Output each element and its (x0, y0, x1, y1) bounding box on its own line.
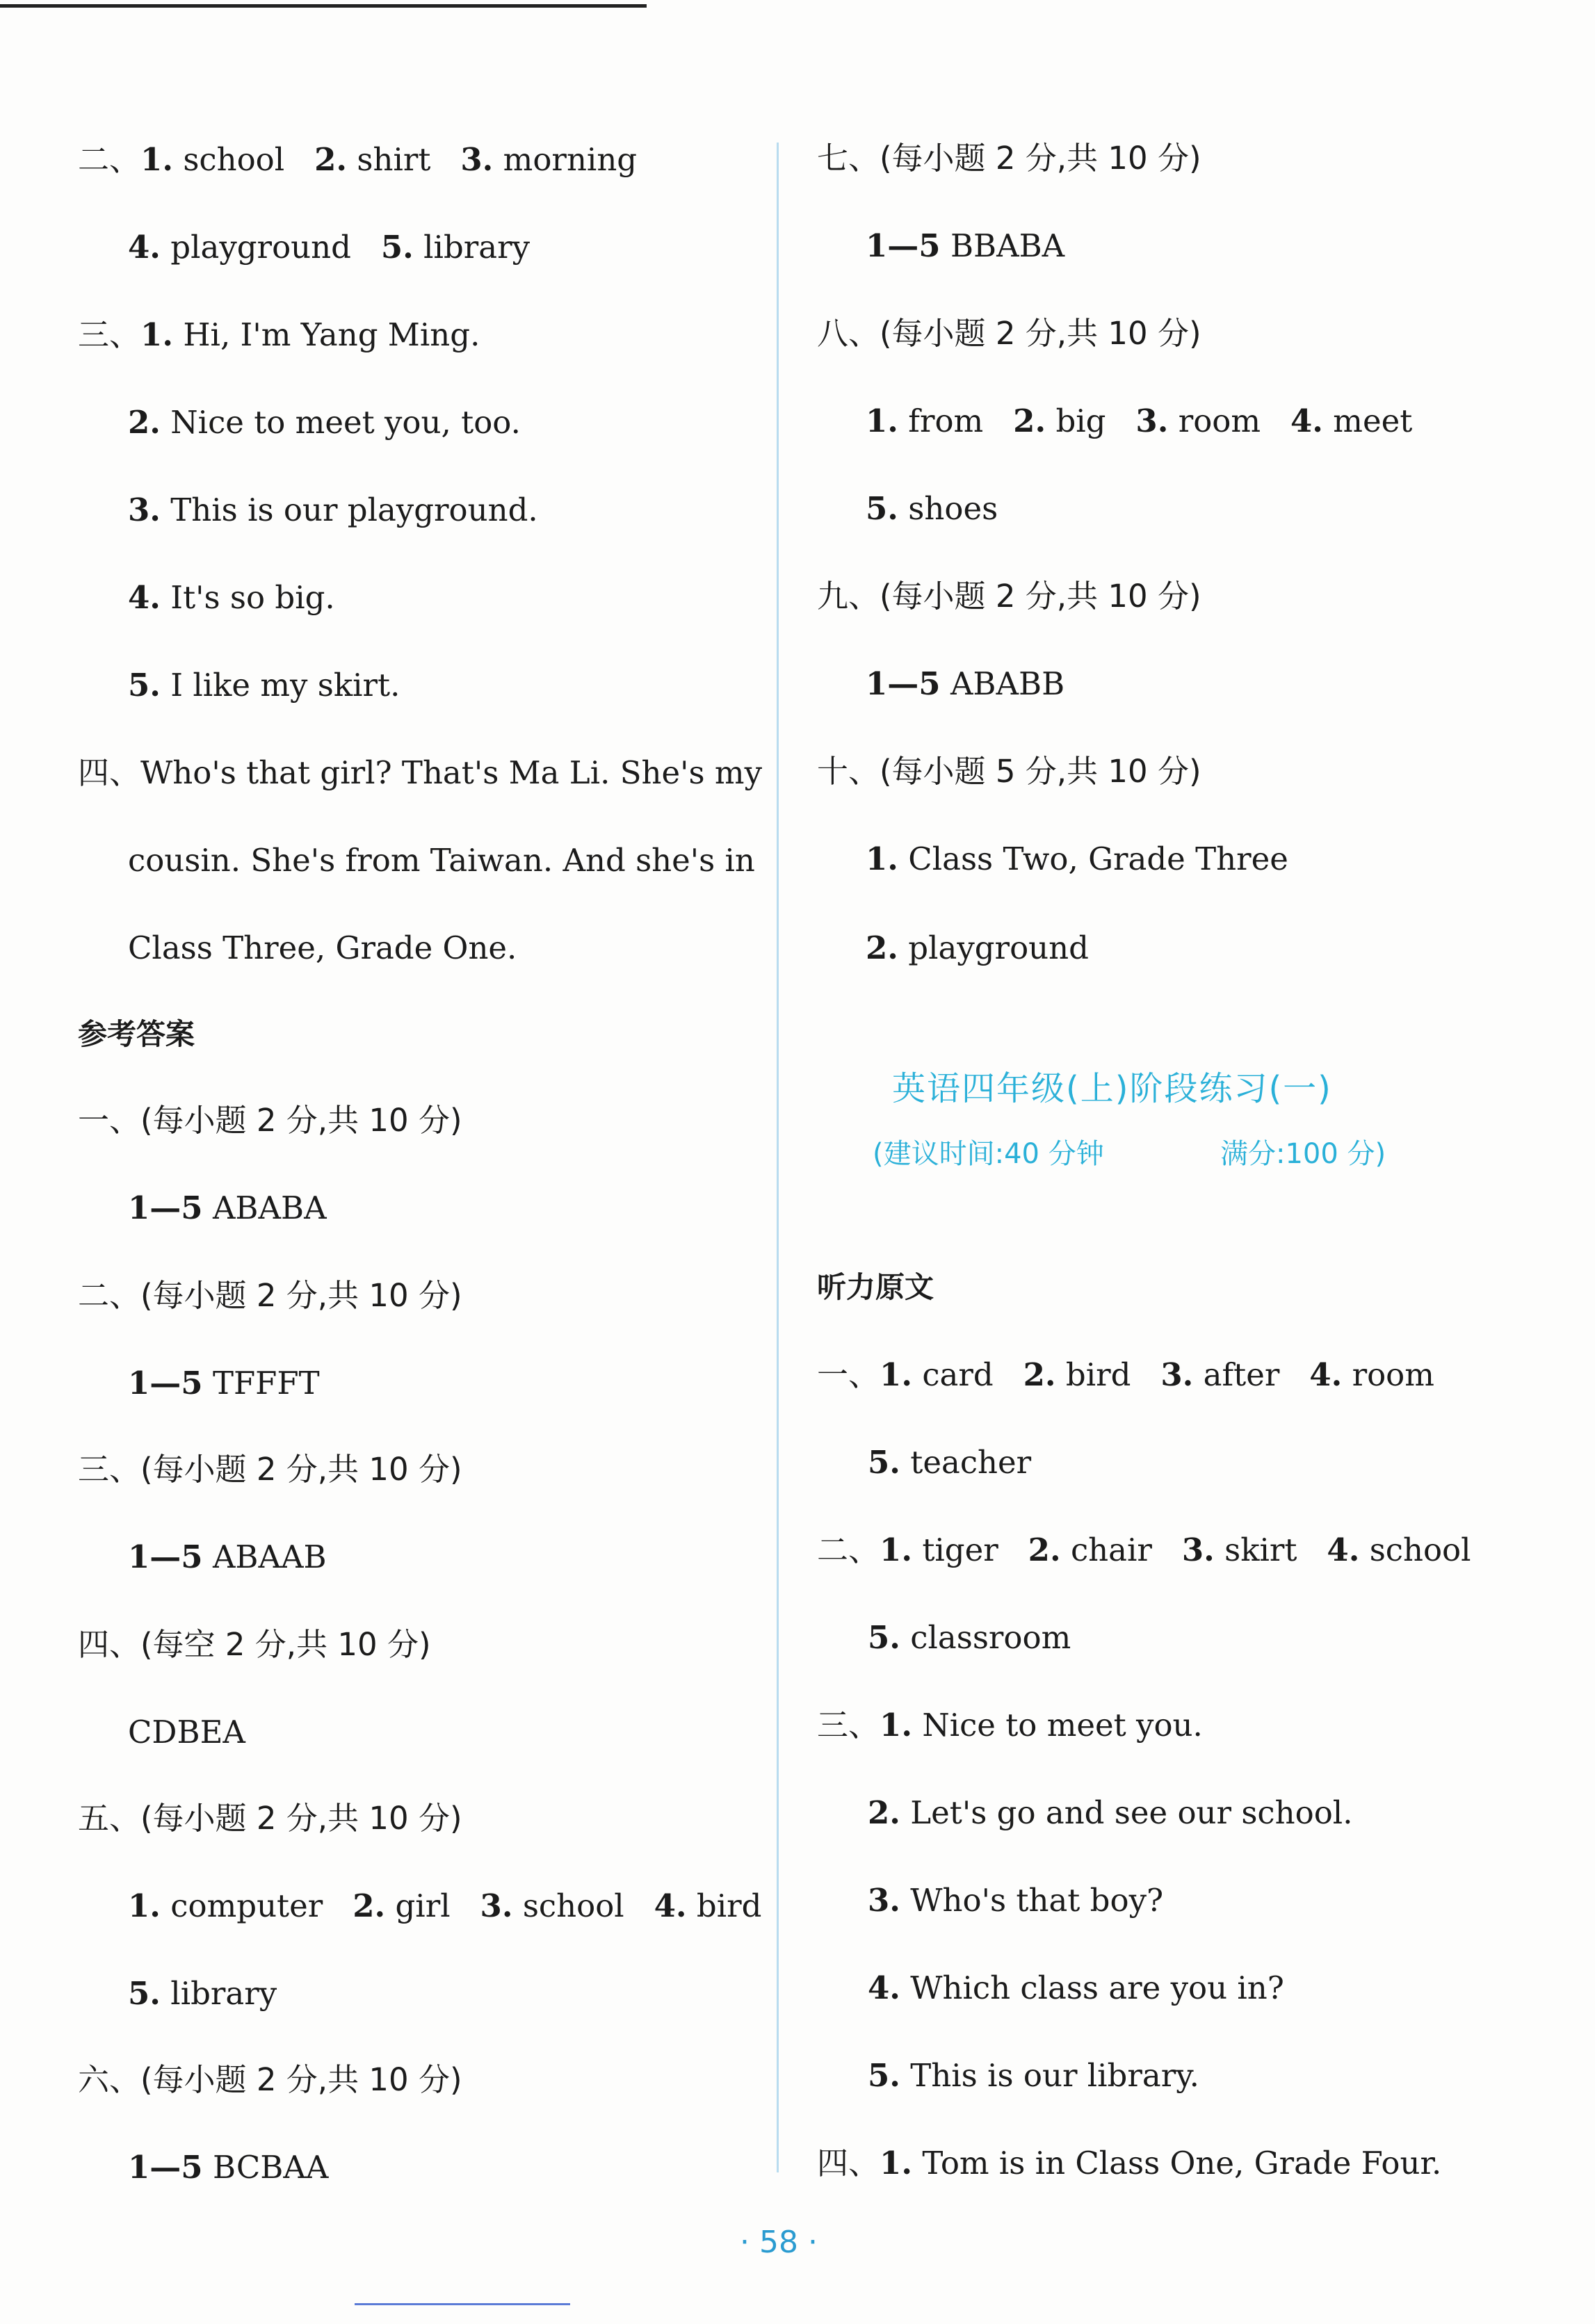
item-number: 1. (880, 2145, 912, 2181)
answer-text: big (1055, 403, 1106, 439)
left-s3-line4 (128, 577, 335, 619)
answer-text: chair (1070, 1531, 1152, 1568)
answer-text: ABAAB (212, 1538, 327, 1575)
listening-3-line5 (868, 2055, 1199, 2097)
item-number: 3. (460, 141, 494, 178)
answer-1-heading: 一、(每小题 2 分,共 10 分) (78, 1102, 462, 1139)
answer-text: teacher (910, 1444, 1032, 1481)
answer-5-line1 (128, 1885, 761, 1927)
item-number: 5. (380, 229, 414, 266)
item-number: 5. (868, 2057, 900, 2094)
answer-text: This is our library. (910, 2057, 1199, 2094)
item-number: 3. (1181, 1531, 1215, 1568)
answer-text: I like my skirt. (170, 667, 400, 704)
left-s3-line1 (78, 314, 480, 356)
answer-text: school (183, 141, 285, 178)
answer-8-line2 (866, 488, 998, 530)
item-number: 2. (353, 1887, 386, 1924)
item-range: 1—5 (128, 1189, 203, 1226)
answer-text: This is our playground. (170, 491, 538, 528)
item-range: 1—5 (866, 227, 941, 264)
item-number: 4. (654, 1887, 687, 1924)
item-number: 2. (314, 141, 348, 178)
answer-text: bird (696, 1887, 762, 1924)
item-number: 5. (868, 1444, 900, 1481)
answer-text: Class Two, Grade Three (908, 840, 1288, 877)
answer-text: room (1352, 1356, 1434, 1393)
item-number: 3. (480, 1887, 513, 1924)
answer-text: Who's that boy? (910, 1882, 1164, 1919)
answer-text: from (908, 403, 984, 439)
item-number: 1. (140, 141, 173, 178)
answer-4-heading: 四、(每空 2 分,共 10 分) (78, 1626, 431, 1663)
answer-7-line (866, 225, 1064, 267)
answer-text: computer (170, 1887, 323, 1924)
answer-text: meet (1333, 403, 1413, 439)
left-s2-line2 (128, 227, 530, 268)
answer-7-heading: 七、(每小题 2 分,共 10 分) (817, 140, 1201, 177)
answer-2-line (128, 1363, 320, 1404)
section-prefix: 三、 (817, 1707, 880, 1744)
item-number: 1. (880, 1707, 912, 1744)
listening-2-line2 (868, 1617, 1071, 1659)
listening-1-line2 (868, 1442, 1031, 1484)
item-number: 2. (868, 1794, 900, 1831)
item-range: 1—5 (128, 1365, 203, 1401)
answer-6-heading: 六、(每小题 2 分,共 10 分) (78, 2061, 462, 2098)
item-number: 4. (128, 579, 161, 616)
answer-text: ABABA (212, 1189, 327, 1226)
item-number: 1. (866, 403, 898, 439)
listening-2-line1 (817, 1529, 1471, 1571)
item-number: 5. (868, 1619, 900, 1656)
item-number: 5. (128, 667, 161, 704)
listening-3-line4 (868, 1967, 1284, 2009)
item-number: 5. (866, 490, 898, 527)
answer-text: Let's go and see our school. (910, 1794, 1353, 1831)
answer-text: Which class are you in? (910, 1969, 1284, 2006)
answers-heading: 参考答案 (78, 1017, 195, 1051)
answer-4-line: CDBEA (128, 1714, 245, 1750)
section-prefix: 二、 (78, 141, 141, 178)
answer-text: morning (503, 141, 638, 178)
listening-3-line3 (868, 1880, 1163, 1921)
section-prefix: 四、 (817, 2145, 880, 2181)
section-prefix: 四、 (78, 754, 141, 791)
item-number: 2. (1013, 403, 1046, 439)
answer-text: shoes (908, 490, 998, 527)
item-number: 3. (868, 1882, 900, 1919)
answer-text: Hi, I'm Yang Ming. (183, 316, 480, 353)
item-number: 2. (866, 929, 898, 966)
section-prefix: 三、 (78, 316, 141, 353)
item-range: 1—5 (128, 2149, 203, 2186)
answer-10-line2 (866, 927, 1089, 969)
top-rule (0, 4, 647, 8)
answer-6-line (128, 2147, 328, 2188)
answer-text: room (1178, 403, 1261, 439)
left-s4-line2: cousin. She's from Taiwan. And she's in (128, 842, 755, 879)
answer-text: card (922, 1356, 994, 1393)
item-number: 1. (866, 840, 898, 877)
answer-5-heading: 五、(每小题 2 分,共 10 分) (78, 1800, 462, 1837)
answer-1-line (128, 1187, 327, 1229)
answer-8-heading: 八、(每小题 2 分,共 10 分) (817, 315, 1201, 352)
answer-text: It's so big. (170, 579, 335, 616)
section-prefix: 二、 (817, 1531, 880, 1568)
item-range: 1—5 (866, 665, 941, 702)
item-number: 4. (1327, 1531, 1360, 1568)
item-number: 5. (128, 1975, 161, 2012)
answer-text: girl (395, 1887, 451, 1924)
answer-text: school (522, 1887, 624, 1924)
bottom-link-line (355, 2303, 570, 2305)
item-number: 1. (140, 316, 173, 353)
answer-3-heading: 三、(每小题 2 分,共 10 分) (78, 1451, 462, 1488)
answer-2-heading: 二、(每小题 2 分,共 10 分) (78, 1277, 462, 1314)
answer-text: Nice to meet you, too. (170, 404, 521, 441)
answer-10-heading: 十、(每小题 5 分,共 10 分) (817, 753, 1201, 790)
item-number: 1. (880, 1531, 912, 1568)
answer-text: bird (1065, 1356, 1131, 1393)
answer-text: playground (908, 929, 1089, 966)
answer-9-heading: 九、(每小题 2 分,共 10 分) (817, 578, 1201, 615)
exam-title: 英语四年级(上)阶段练习(一) (892, 1069, 1332, 1108)
answer-text: classroom (910, 1619, 1071, 1656)
answer-text: school (1369, 1531, 1471, 1568)
answer-text: after (1203, 1356, 1280, 1393)
listening-4-line1 (817, 2143, 1441, 2184)
left-s2-line1 (78, 139, 637, 181)
answer-text: playground (170, 229, 351, 266)
item-number: 3. (1160, 1356, 1194, 1393)
section-prefix: 一、 (817, 1356, 880, 1393)
listening-heading: 听力原文 (817, 1270, 934, 1304)
passage-text: Who's that girl? That's Ma Li. She's my (140, 754, 762, 791)
item-number: 1. (128, 1887, 161, 1924)
item-number: 4. (128, 229, 161, 266)
answer-text: BCBAA (212, 2149, 329, 2186)
item-number: 2. (1028, 1531, 1061, 1568)
item-number: 2. (128, 404, 161, 441)
answer-text: TFFFT (212, 1365, 320, 1401)
answer-3-line (128, 1536, 327, 1578)
item-number: 4. (1309, 1356, 1343, 1393)
item-number: 3. (1135, 403, 1169, 439)
answer-text: BBABA (950, 227, 1065, 264)
answer-text: tiger (922, 1531, 998, 1568)
item-number: 4. (868, 1969, 900, 2006)
answer-text: shirt (357, 141, 431, 178)
answer-10-line1 (866, 838, 1288, 880)
answer-9-line (866, 663, 1064, 705)
answer-text: ABABB (950, 665, 1065, 702)
left-s4-line3: Class Three, Grade One. (128, 929, 517, 966)
answer-text: skirt (1224, 1531, 1297, 1568)
answer-text: library (170, 1975, 277, 2012)
item-range: 1—5 (128, 1538, 203, 1575)
answer-text: library (423, 229, 531, 266)
answer-5-line2 (128, 1973, 277, 2015)
left-s3-line5 (128, 665, 400, 706)
answer-8-line1 (866, 400, 1412, 442)
left-s3-line3 (128, 489, 538, 531)
left-s3-line2 (128, 402, 521, 444)
listening-3-line1 (817, 1705, 1203, 1746)
item-number: 4. (1290, 403, 1323, 439)
column-divider (777, 143, 779, 2172)
exam-score: 满分:100 分) (1220, 1138, 1386, 1170)
listening-1-line1 (817, 1354, 1434, 1396)
answer-text: Tom is in Class One, Grade Four. (922, 2145, 1442, 2181)
item-number: 2. (1023, 1356, 1056, 1393)
item-number: 1. (880, 1356, 912, 1393)
left-s4-line1 (78, 752, 762, 794)
item-number: 3. (128, 491, 161, 528)
answer-text: Nice to meet you. (922, 1707, 1203, 1744)
exam-time: (建议时间:40 分钟 (873, 1138, 1104, 1170)
listening-3-line2 (868, 1792, 1353, 1834)
page-number: · 58 · (740, 2225, 818, 2260)
